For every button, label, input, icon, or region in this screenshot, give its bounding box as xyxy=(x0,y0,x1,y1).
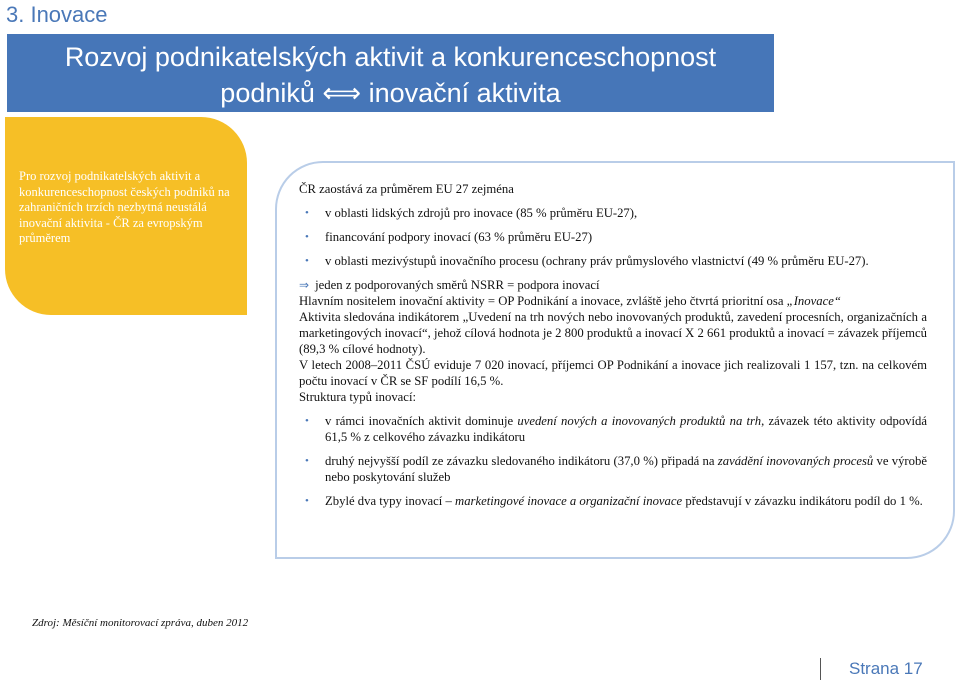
banner-title-line1: Rozvoj podnikatelských aktivit a konkurenceschopnost xyxy=(64,42,717,72)
gap-list xyxy=(299,205,927,269)
banner-title-line2: podniků ⟺ inovační aktivita xyxy=(220,78,561,108)
paragraph-statistics: V letech 2008–2011 ČSÚ eviduje 7 020 inovací, příjemci OP Podnikání a inovace jich realizovali 1 157, tzn. na celkovém počtu inovací v ČR se SF podílí 16,5 %. xyxy=(299,358,927,388)
bullet-icon: • xyxy=(305,207,309,219)
source-note: Zdroj: Měsíční monitorovací zpráva, duben 2012 xyxy=(32,617,249,629)
arrow-statement xyxy=(299,277,927,293)
bullet-icon: • xyxy=(305,415,309,427)
list-item-text: v oblasti lidských zdrojů pro inovace (85 % průměru EU-27), xyxy=(325,206,638,220)
intro-text: ČR zaostává za průměrem EU 27 zejména xyxy=(299,182,514,196)
summary-text: Pro rozvoj podnikatelských aktivit a konkurenceschopnost českých podniků na zahraničních trzích nezbytná neustálá inovační aktivita - ČR za evropským průměrem xyxy=(19,169,230,245)
arrow-statement-text: jeden z podporovaných směrů NSRR = podpora inovací xyxy=(315,278,600,292)
section-title: 3. Inovace xyxy=(6,2,108,27)
bullet-icon: • xyxy=(305,495,309,507)
page-number: Strana 17 xyxy=(849,659,923,678)
list-item xyxy=(299,205,927,221)
list-item-text: Zbylé dva typy inovací – xyxy=(325,494,456,508)
paragraph-text: Hlavním nositelem inovační aktivity = OP Podnikání a inovace, zvláště jeho čtvrtá prioritní osa xyxy=(299,294,787,308)
structure-heading: Struktura typů inovací: xyxy=(299,390,416,404)
list-item-text: v rámci inovačních aktivit dominuje xyxy=(325,414,518,428)
title-banner xyxy=(7,34,774,112)
bullet-icon: • xyxy=(305,455,309,467)
list-item-text: , závazek této aktivity odpovídá 61,5 % z celkového závazku indikátoru xyxy=(325,414,928,444)
list-item-text: ve výrobě nebo poskytování služeb xyxy=(325,454,927,484)
bullet-icon: • xyxy=(305,231,309,243)
bullet-icon: • xyxy=(305,255,309,267)
list-item-emphasis: uvedení nových a inovovaných produktů na trh xyxy=(517,414,762,428)
content-body xyxy=(299,181,927,517)
list-item-text: představují v závazku indikátoru podíl do 1 %. xyxy=(682,494,923,508)
paragraph-indicator: Aktivita sledována indikátorem „Uvedení na trh nových nebo inovovaných produktů, zavedení procesních, organizačních a marketingových inovací“, jehož cílová hodnota je 2 800 produktů a inovací X 2 661 produktů a inovací = závazek příjemců (89,3 % cílové hodnoty). xyxy=(299,310,927,356)
list-item xyxy=(299,253,927,269)
list-item xyxy=(299,453,927,485)
list-item xyxy=(299,229,927,245)
list-item-text: v oblasti mezivýstupů inovačního procesu (ochrany práv průmyslového vlastnictví (49 % průměru EU-27). xyxy=(325,254,869,268)
list-item-text: financování podpory inovací (63 % průměru EU-27) xyxy=(325,230,593,244)
priority-axis-name: „Inovace“ xyxy=(786,294,841,308)
innovation-types-list xyxy=(299,413,927,509)
list-item xyxy=(299,493,927,509)
paragraph-main-carrier xyxy=(299,293,927,309)
page-number-divider xyxy=(820,658,821,680)
list-item-emphasis: marketingové inovace a organizační inovace xyxy=(455,494,683,508)
list-item-text: druhý nejvyšší podíl ze závazku sledovaného indikátoru (37,0 %) připadá na xyxy=(325,454,718,468)
list-item-emphasis: zavádění inovovaných procesů xyxy=(717,454,874,468)
implies-arrow-icon: ⇒ xyxy=(299,278,310,292)
list-item xyxy=(299,413,927,445)
